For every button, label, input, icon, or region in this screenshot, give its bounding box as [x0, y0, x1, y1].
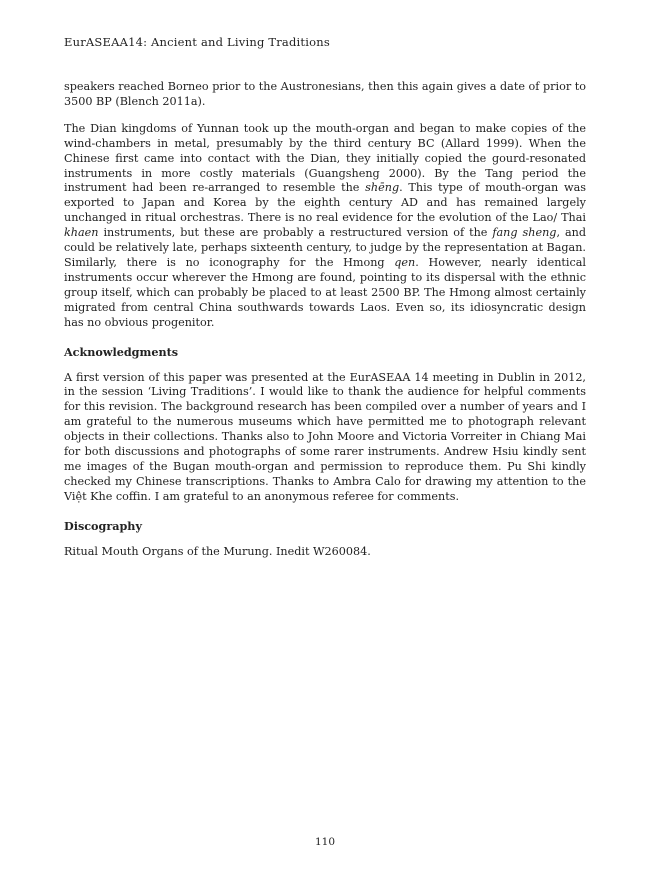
acknowledgments-heading: Acknowledgments — [64, 344, 179, 359]
paragraph-dian-kingdoms — [64, 122, 586, 331]
discography-entry: Ritual Mouth Organs of the Murung. Inedit W260084. — [64, 544, 371, 558]
text-run: instruments, but these are probably a restructured version of the — [98, 226, 493, 240]
term-khaen: khaen — [64, 226, 99, 240]
text-run: . However, nearly identical instruments occur wherever the Hmong are found, pointing to its dispersal with the ethnic group itself, which can probably be placed to at least 2500 BP. The Hmong almost certainly migrated from central China southwards towards Laos. Even so, its idiosyncratic design has no obvious progenitor. — [64, 255, 586, 329]
discography-heading: Discography — [64, 518, 142, 533]
paragraph-borneo: speakers reached Borneo prior to the Austronesians, then this again gives a date of prior to 3500 BP (Blench 2011a). — [64, 80, 586, 108]
term-qen: qen — [394, 255, 416, 269]
term-sheng: shēng — [365, 181, 400, 195]
text-run: , and could be relatively late, perhaps sixteenth century, to judge by the representation at Bagan. Similarly, there is no iconography for the Hmong — [64, 226, 587, 269]
running-header: EurASEAA14: Ancient and Living Traditions — [64, 35, 330, 49]
term-fang-sheng: fang sheng — [492, 226, 557, 240]
acknowledgments-text: A first version of this paper was presented at the EurASEAA 14 meeting in Dublin in 2012, in the session ‘Living Traditions’. I would like to thank the audience for helpful comments for this revision. The background research has been compiled over a number of years and I am grateful to the numerous museums which have permitted me to photograph relevant objects in their collections. Thanks also to John Moore and Victoria Vorreiter in Chiang Mai for both discussions and photographs of some rarer instruments. Andrew Hsiu kindly sent me images of the Bugan mouth-organ and permission to reproduce them. Pu Shi kindly checked my Chinese transcriptions. Thanks to Ambra Calo for drawing my attention to the Việt Khe coffin. I am grateful to an anonymous referee for comments. — [64, 370, 586, 503]
page-body — [64, 80, 586, 572]
text-run: The Dian kingdoms of Yunnan took up the mouth-organ and began to make copies of the wind-chambers in metal, presumably by the third century BC (Allard 1999). When the Chinese first came into contact with the Dian, they initially copied the gourd-resonated instruments in more costly materials (Guangsheng 2000). By the Tang period the instrument had been re-arranged to resemble the — [64, 121, 586, 195]
text-run: . This type of mouth-organ was exported to Japan and Korea by the eighth century AD and has remained largely unchanged in ritual orchestras. There is no real evidence for the evolution of the Lao/ Thai — [64, 181, 587, 225]
page-number: 110 — [314, 836, 336, 848]
